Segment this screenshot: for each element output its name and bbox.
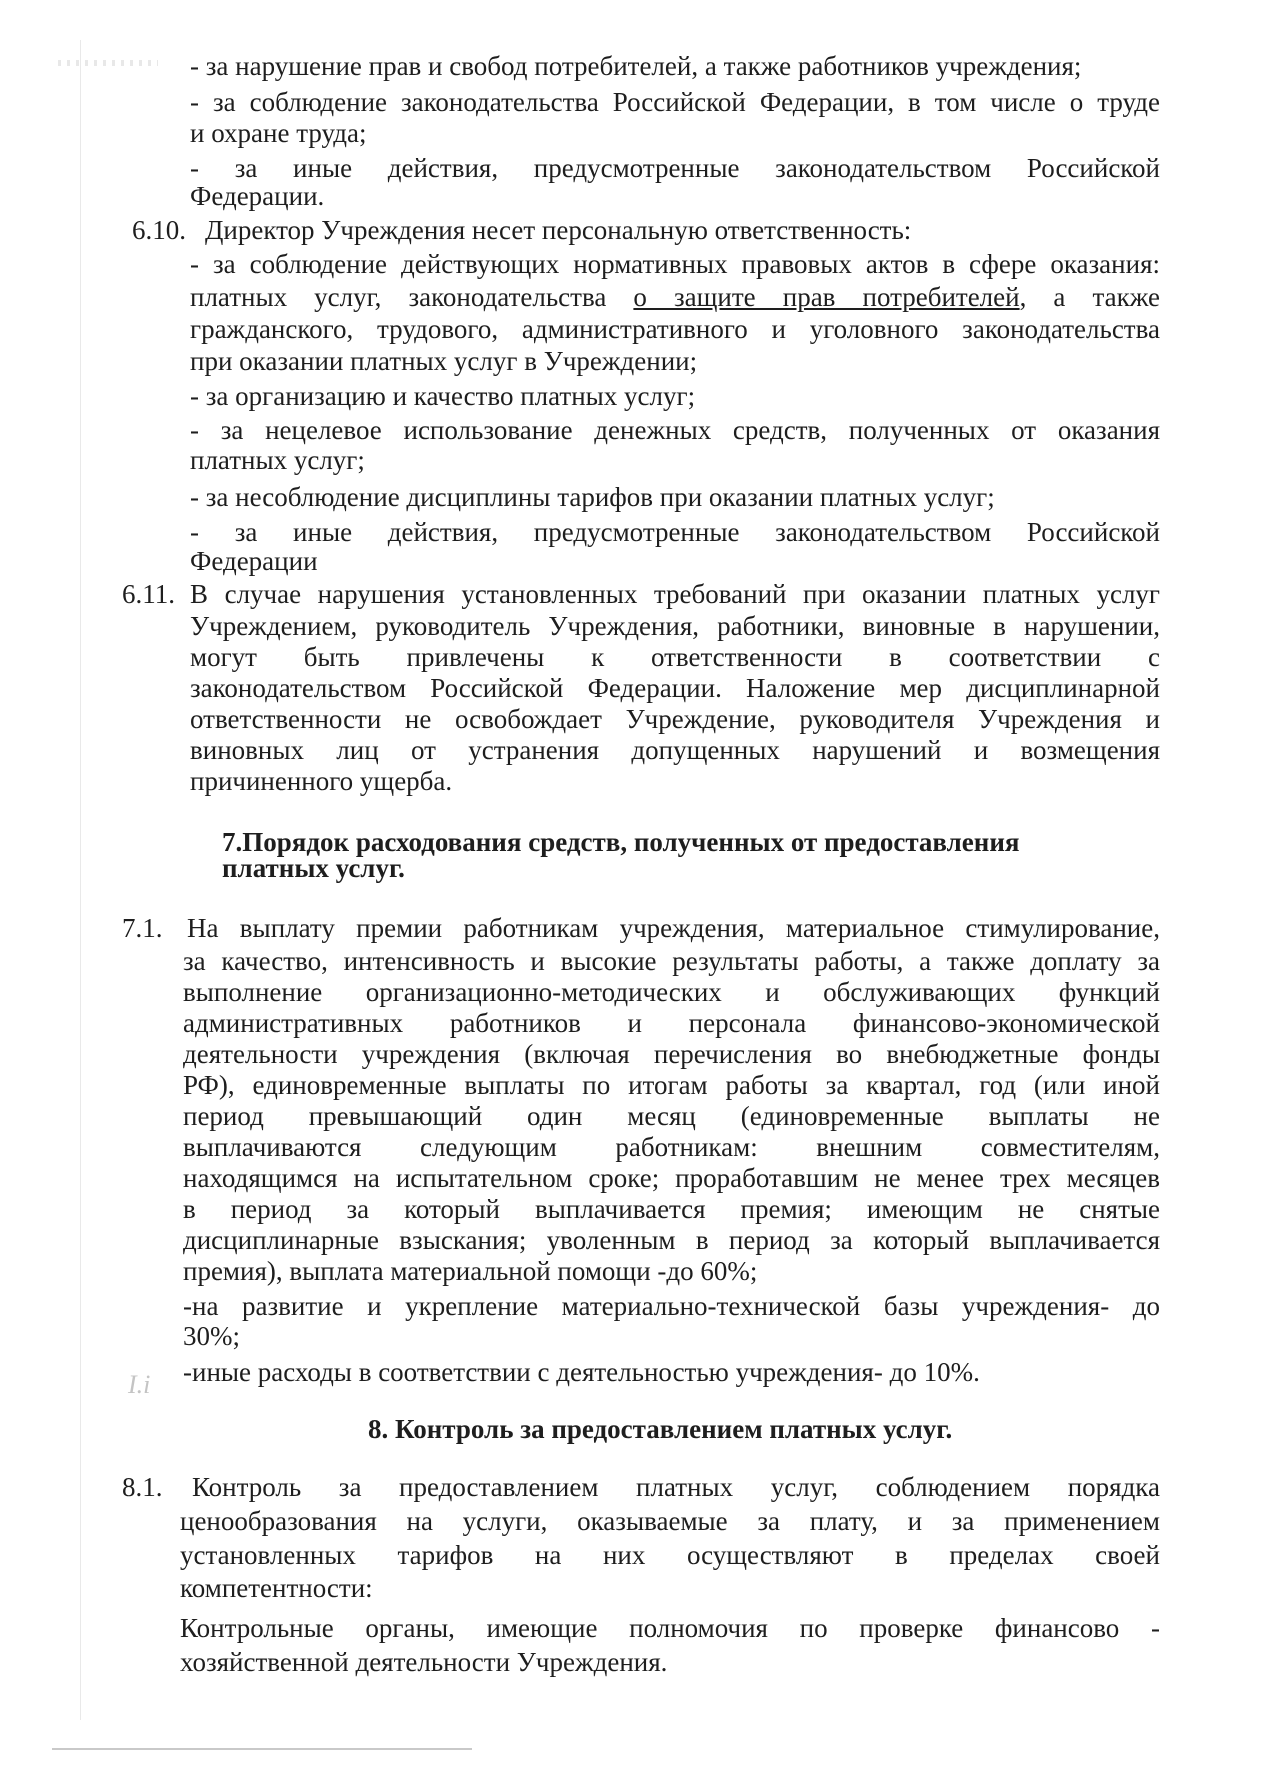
clause-number: 8.1. [122, 1472, 163, 1502]
text-line: Контроль за предоставлением платных услуг, соблюдением порядка [192, 1472, 1160, 1502]
text-line: ценообразования на услуги, оказываемые за плату, и за применением [180, 1506, 1160, 1536]
text-line: - за иные действия, предусмотренные законодательством Российской [190, 517, 1160, 547]
text-line: выплачиваются следующим работникам: внешним совместителям, [183, 1132, 1160, 1162]
text-line: Учреждением, руководитель Учреждения, работники, виновные в нарушении, [190, 611, 1160, 641]
text-line: 30%; [183, 1321, 240, 1351]
text-line: период превышающий один месяц (единовременные выплаты не [183, 1101, 1160, 1131]
clause-number: 7.1. [122, 913, 163, 943]
scan-artifact [58, 60, 158, 66]
text-line: Федерации. [190, 181, 325, 211]
text-line: - за иные действия, предусмотренные законодательством Российской [190, 153, 1160, 183]
clause-number: 6.11. [122, 579, 175, 609]
text-line: -на развитие и укрепление материально-технической базы учреждения- до [183, 1291, 1160, 1321]
text-line: находящимся на испытательном сроке; проработавшим не менее трех месяцев [183, 1163, 1160, 1193]
text-line: РФ), единовременные выплаты по итогам работы за квартал, год (или иной [183, 1070, 1160, 1100]
text-line: В случае нарушения установленных требований при оказании платных услуг [190, 579, 1160, 609]
text-line: премия), выплата материальной помощи -до 60%; [183, 1256, 758, 1286]
text-line: административных работников и персонала финансово-экономической [183, 1008, 1160, 1038]
text-line: - за соблюдение законодательства Российской Федерации, в том числе о труде [190, 87, 1160, 117]
text-line: Контрольные органы, имеющие полномочия по проверке финансово - [180, 1613, 1160, 1643]
text-line: установленных тарифов на них осуществляют в пределах своей [180, 1540, 1160, 1570]
text-line: Директор Учреждения несет персональную ответственность: [205, 215, 912, 245]
text-span: , а также [1019, 282, 1161, 312]
text-line: ответственности не освобождает Учреждение, руководителя Учреждения и [190, 704, 1160, 734]
page-edge [80, 40, 81, 1720]
section-heading: 7.Порядок расходования средств, полученных от предоставления [222, 827, 1020, 857]
text-line: - за организацию и качество платных услуг; [190, 381, 696, 411]
text-line: в период за который выплачивается премия; имеющим не снятые [183, 1194, 1160, 1224]
text-line [190, 281, 1160, 313]
text-line: - за нарушение прав и свобод потребителей, а также работников учреждения; [190, 51, 1082, 81]
section-heading: платных услуг. [222, 853, 405, 883]
text-line: дисциплинарные взыскания; уволенным в период за который выплачивается [183, 1225, 1160, 1255]
text-line: при оказании платных услуг в Учреждении; [190, 346, 698, 376]
text-line: причиненного ущерба. [190, 766, 453, 796]
text-line: могут быть привлечены к ответственности в соответствии с [190, 642, 1160, 672]
text-line: компетентности: [180, 1573, 373, 1603]
text-line: платных услуг; [190, 445, 365, 475]
text-line: гражданского, трудового, административного и уголовного законодательства [190, 314, 1160, 344]
bottom-rule [52, 1748, 472, 1750]
clause-number: 6.10. [132, 215, 186, 245]
underlined-text: о защите прав потребителей [633, 282, 1020, 312]
text-line: законодательством Российской Федерации. Наложение мер дисциплинарной [190, 673, 1160, 703]
text-span: платных услуг, законодательства [190, 282, 634, 312]
text-line: за качество, интенсивность и высокие результаты работы, а также доплату за [183, 946, 1160, 976]
text-line: - за соблюдение действующих нормативных правовых актов в сфере оказания: [190, 249, 1160, 279]
text-line: - за несоблюдение дисциплины тарифов при оказании платных услуг; [190, 482, 995, 512]
text-line: и охране труда; [190, 118, 367, 148]
text-line: -иные расходы в соответствии с деятельностью учреждения- до 10%. [183, 1357, 980, 1387]
section-heading: 8. Контроль за предоставлением платных услуг. [368, 1414, 953, 1444]
text-line: деятельности учреждения (включая перечисления во внебюджетные фонды [183, 1039, 1160, 1069]
text-line: виновных лиц от устранения допущенных нарушений и возмещения [190, 735, 1160, 765]
text-line: На выплату премии работникам учреждения, материальное стимулирование, [187, 913, 1160, 943]
text-line: хозяйственной деятельности Учреждения. [180, 1647, 668, 1677]
text-line: Федерации [190, 546, 318, 576]
text-line: выполнение организационно-методических и обслуживающих функций [183, 977, 1160, 1007]
handwritten-mark: I.i [128, 1370, 151, 1399]
text-line: - за нецелевое использование денежных средств, полученных от оказания [190, 415, 1160, 445]
